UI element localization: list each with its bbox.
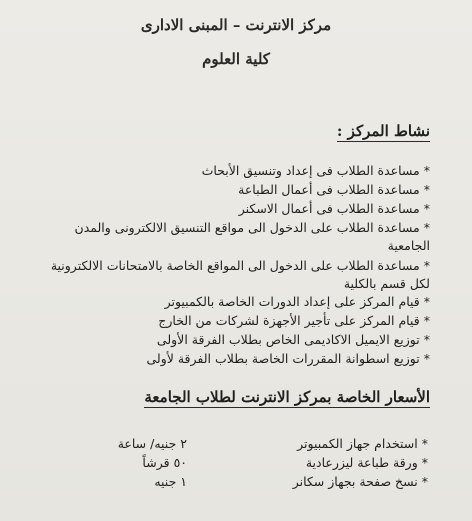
- price-service: استخدام جهاز الكمبيوتر: [297, 436, 418, 451]
- price-value-2: ٥٠ قرشاً: [142, 455, 187, 470]
- activity-text: قيام المركز على إعداد الدورات الخاصة بالكمبيوتر: [164, 294, 420, 309]
- price-row-1: [297, 436, 428, 451]
- bullet-icon: *: [423, 351, 430, 366]
- bullet-icon: *: [423, 182, 430, 197]
- activities-heading: نشاط المركز :: [336, 122, 430, 140]
- prices-heading: الأسعار الخاصة بمركز الانترنت لطلاب الجامعة: [144, 388, 430, 406]
- activity-text: توزيع اسطوانة المقررات الخاصة بطلاب الفرقة لأولى: [146, 351, 420, 366]
- price-service: نسخ صفحة بجهاز سكانر: [292, 474, 418, 489]
- bullet-icon: *: [423, 313, 430, 328]
- bullet-icon: *: [423, 332, 430, 347]
- bullet-icon: *: [423, 201, 430, 216]
- activity-item-1: [30, 162, 430, 180]
- activity-text: مساعدة الطلاب فى أعمال الطباعة: [238, 182, 420, 197]
- header-faculty-name: كلية العلوم: [202, 50, 270, 68]
- activity-text: مساعدة الطلاب فى إعداد وتنسيق الأبحاث: [201, 163, 420, 178]
- activity-item-6: [30, 293, 430, 311]
- activity-item-7: [30, 312, 430, 330]
- activity-item-2: [30, 181, 430, 199]
- bullet-icon: *: [423, 163, 430, 178]
- activity-text: قيام المركز على تأجير الأجهزة لشركات من الخارج: [158, 313, 420, 328]
- activity-text: مساعدة الطلاب فى أعمال الاسكنر: [238, 201, 420, 216]
- price-row-2: [306, 455, 428, 470]
- activity-item-5: [30, 257, 430, 293]
- bullet-icon: *: [423, 294, 430, 309]
- activity-text: مساعدة الطلاب على الدخول الى مواقع التنسيق الالكترونى والمدن الجامعية: [74, 220, 430, 253]
- activity-item-3: [30, 200, 430, 218]
- header-center-name: مركز الانترنت – المبنى الادارى: [140, 16, 332, 34]
- bullet-icon: *: [423, 220, 430, 235]
- activity-text: توزيع الايميل الاكاديمى الخاص بطلاب الفرقة الأولى: [156, 332, 420, 347]
- activity-item-8: [30, 331, 430, 349]
- price-value-3: ١ جنيه: [154, 474, 187, 489]
- activity-text: مساعدة الطلاب على الدخول الى المواقع الخاصة بالامتحانات الالكترونية لكل قسم بالكلية: [50, 258, 430, 291]
- price-row-3: [293, 474, 428, 489]
- bullet-icon: *: [421, 474, 428, 489]
- bullet-icon: *: [421, 455, 428, 470]
- activity-item-9: [30, 350, 430, 368]
- bullet-icon: *: [423, 258, 430, 273]
- bullet-icon: *: [421, 436, 428, 451]
- price-service: ورقة طباعة ليزرعادية: [305, 455, 418, 470]
- activity-item-4: [30, 219, 430, 255]
- price-value-1: ٢ جنيه/ ساعة: [117, 436, 187, 451]
